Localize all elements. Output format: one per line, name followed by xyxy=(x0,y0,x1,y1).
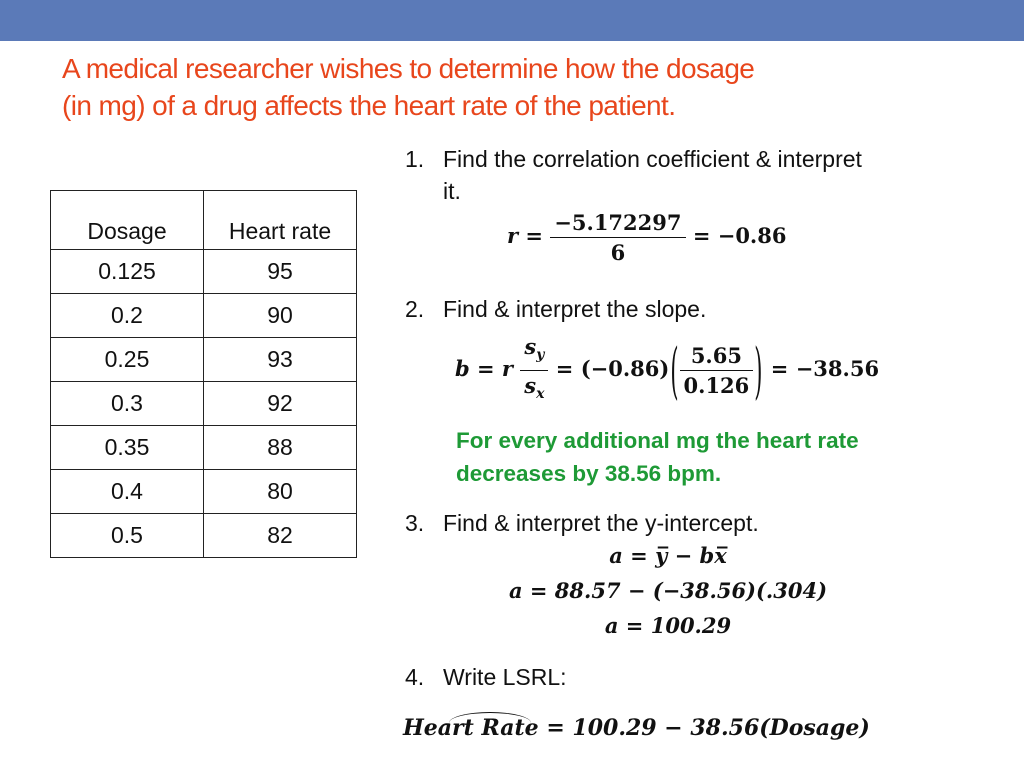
formula-sy-sx-fraction xyxy=(520,332,548,409)
table-row xyxy=(51,514,357,558)
formula-b-fraction xyxy=(680,341,754,400)
formula-r-fraction xyxy=(550,208,685,267)
table-cell-heart-rate: 95 xyxy=(204,250,357,294)
question-number: 2. xyxy=(405,296,425,322)
formula-sy: $s_y$ xyxy=(520,332,548,371)
top-banner xyxy=(0,0,1024,41)
slope-interpretation-line-2: decreases by 38.56 bpm. xyxy=(456,461,722,486)
formula-r-denominator: 6 xyxy=(610,240,626,265)
table-cell-dosage: 0.2 xyxy=(51,294,204,338)
table-cell-dosage: 0.25 xyxy=(51,338,204,382)
formula-slope xyxy=(455,332,879,409)
formula-r-lhs: r = xyxy=(507,223,543,248)
formula-sx: $s_x$ xyxy=(524,373,545,403)
formula-b-middle: = (−0.86) xyxy=(555,356,670,382)
formula-b-lhs: b = r xyxy=(455,356,513,382)
question-text: Write LSRL: xyxy=(443,664,567,690)
table-header-row xyxy=(51,191,357,250)
question-number: 3. xyxy=(405,510,425,536)
table-row xyxy=(51,382,357,426)
table-cell-heart-rate: 93 xyxy=(204,338,357,382)
data-table xyxy=(50,190,357,558)
lsrl-predicted-heart-rate: Heart Rate xyxy=(403,715,539,741)
question-text: Find & interpret the y-intercept. xyxy=(443,510,759,536)
formula-a-substituted: a = 88.57 − (−38.56)(.304) xyxy=(508,578,828,603)
question-text-continued: it. xyxy=(443,178,461,204)
formula-r-numerator: −5.172297 xyxy=(550,208,685,238)
table-cell-dosage: 0.125 xyxy=(51,250,204,294)
table-cell-dosage: 0.3 xyxy=(51,382,204,426)
table-row xyxy=(51,470,357,514)
formula-r xyxy=(507,208,786,267)
slope-interpretation xyxy=(456,424,859,490)
question-2 xyxy=(405,296,706,323)
question-text: Find the correlation coefficient & interpret xyxy=(443,146,862,172)
slide-title xyxy=(62,50,962,124)
table-row xyxy=(51,250,357,294)
table-cell-heart-rate: 88 xyxy=(204,426,357,470)
question-number: 1. xyxy=(405,146,425,172)
lsrl-equation xyxy=(403,715,870,741)
formula-b-denominator: 0.126 xyxy=(683,373,750,399)
question-1 xyxy=(405,146,862,204)
formula-a-general: a = y̅ − bx̅ xyxy=(609,543,727,568)
formula-a-result: a = 100.29 xyxy=(604,613,732,638)
table-cell-dosage: 0.35 xyxy=(51,426,204,470)
table-cell-dosage: 0.5 xyxy=(51,514,204,558)
table-row xyxy=(51,426,357,470)
table-header-dosage: Dosage xyxy=(51,191,204,250)
title-line-1: A medical researcher wishes to determine how the dosage xyxy=(62,53,755,84)
formula-r-result: = −0.86 xyxy=(692,223,787,248)
left-paren: ( xyxy=(670,335,679,406)
title-line-2: (in mg) of a drug affects the heart rate of the patient. xyxy=(62,90,676,121)
lsrl-right-side: = 100.29 − 38.56(Dosage) xyxy=(538,715,870,741)
right-paren: ) xyxy=(754,335,763,406)
table-cell-heart-rate: 92 xyxy=(204,382,357,426)
table-header-heart-rate: Heart rate xyxy=(204,191,357,250)
table-cell-heart-rate: 90 xyxy=(204,294,357,338)
slope-interpretation-line-1: For every additional mg the heart rate xyxy=(456,428,859,453)
table-cell-heart-rate: 82 xyxy=(204,514,357,558)
question-3 xyxy=(405,510,759,537)
question-text: Find & interpret the slope. xyxy=(443,296,707,322)
question-number: 4. xyxy=(405,664,425,690)
question-4 xyxy=(405,664,567,691)
formula-b-result: = −38.56 xyxy=(770,356,880,382)
formula-b-numerator: 5.65 xyxy=(680,341,754,371)
table-cell-dosage: 0.4 xyxy=(51,470,204,514)
table-cell-heart-rate: 80 xyxy=(204,470,357,514)
table-row xyxy=(51,294,357,338)
table-row xyxy=(51,338,357,382)
